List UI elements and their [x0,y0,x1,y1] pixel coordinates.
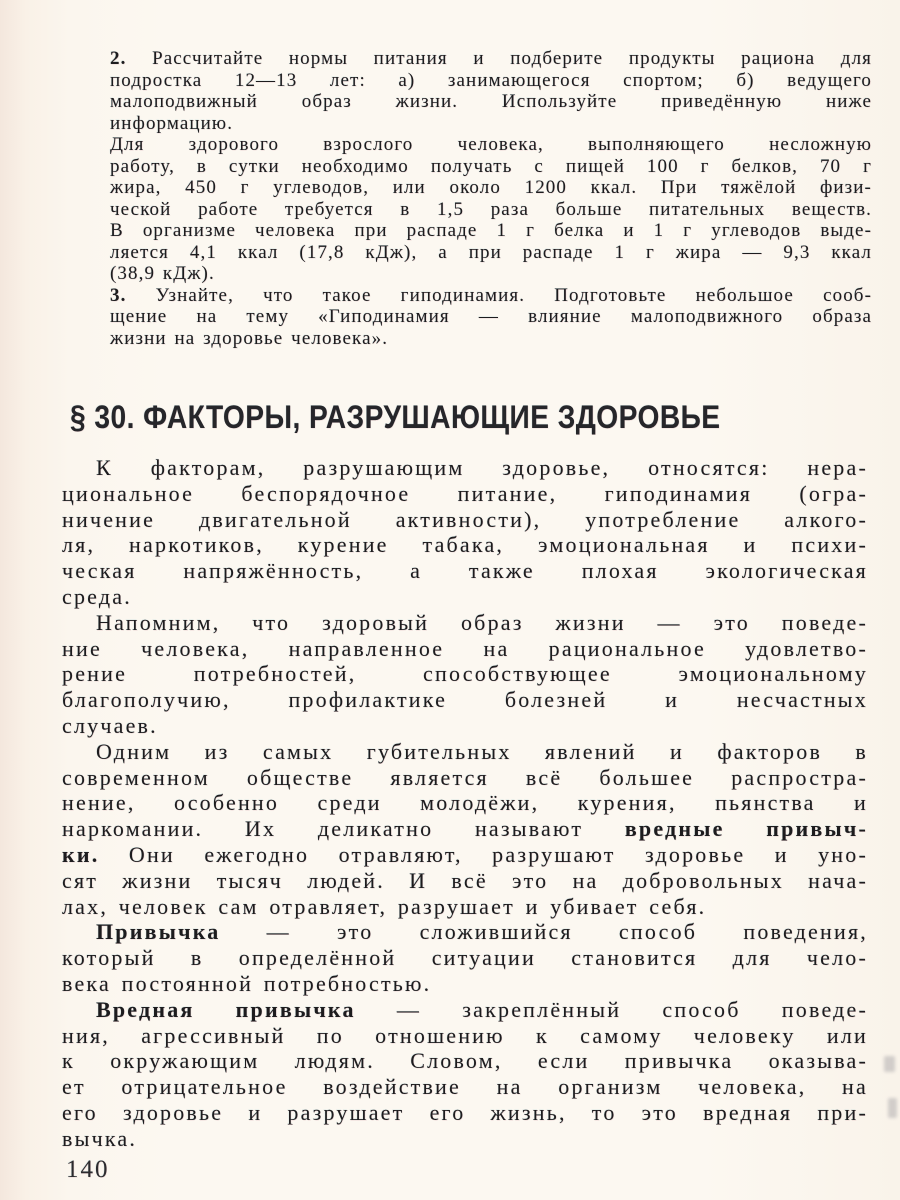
text-line: К факторам, разрушающим здоровье, относятся: нера- [96,455,868,480]
text-line: века постоянной потребностью. [62,970,432,996]
text-line: ничение двигательной активности), употребление алкого- [62,506,868,532]
text-line: 2. Рассчитайте нормы питания и подберите продукты рациона для [110,48,872,69]
text-line: к окружающим людям. Словом, если привычка оказыва- [62,1048,868,1074]
text-line: Для здорового взрослого человека, выполняющего несложную [110,134,872,155]
paragraph [62,919,868,996]
scan-artifact [884,1056,895,1072]
section-heading: § 30. ФАКТОРЫ, РАЗРУШАЮЩИЕ ЗДОРОВЬЕ [70,399,721,435]
text-line: информацию. [110,112,234,134]
text-line: ля, наркотиков, курение табака, эмоциональная и психи- [62,532,868,558]
text-line: Напомним, что здоровый образ жизни — это поведе- [96,609,868,635]
text-line: вычка. [62,1125,138,1151]
text-line: ческая напряжённость, а также плохая экологическая [62,558,868,584]
paragraph [62,739,868,920]
text-line: который в определённой ситуации становится для чело- [62,945,868,971]
text-line: среда. [62,583,132,609]
text-line: современном обществе является всё большее распростра- [62,764,868,790]
text-line: подростка 12—13 лет: а) занимающегося спортом; б) ведущего [110,69,872,91]
text-line: рение потребностей, способствующее эмоциональному [62,661,868,687]
text-line: сят жизни тысяч людей. И всё это на добровольных нача- [62,867,868,893]
exercise-block [110,48,872,349]
text-line: Вредная привычка — закреплённый способ поведе- [96,996,868,1022]
paragraph [62,610,868,739]
text-line: малоподвижный образ жизни. Используйте приведённую ниже [110,91,872,112]
text-line: наркомании. Их деликатно называют вредные привыч- [62,816,868,842]
text-line: 3. Узнайте, что такое гиподинамия. Подготовьте небольшое сооб- [110,284,872,306]
text-line: жизни на здоровье человека». [110,327,389,349]
text-line: ки. Они ежегодно отравляют, разрушают здоровье и уно- [62,841,868,867]
text-line: благополучию, профилактике болезней и несчастных [62,687,868,713]
text-line: лах, человек сам отравляет, разрушает и убивает себя. [62,893,707,919]
text-line: ляется 4,1 ккал (17,8 кДж), а при распаде 1 г жира — 9,3 ккал [110,241,872,263]
text-line: случаев. [62,712,158,738]
text-line: Одним из самых губительных явлений и факторов в [96,738,868,764]
scan-artifact [888,1098,897,1118]
body-text [62,455,868,1152]
text-line: ческой работе требуется в 1,5 раза больше питательных веществ. [110,198,872,220]
text-line: (38,9 кДж). [110,263,215,284]
text-line: В организме человека при распаде 1 г белка и 1 г углеводов выде- [110,220,872,241]
text-line: циональное беспорядочное питание, гиподинамия (огра- [62,480,868,506]
text-line: работу, в сутки необходимо получать с пищей 100 г белков, 70 г [110,155,872,177]
text-line: Привычка — это сложившийся способ поведения, [96,919,868,945]
text-line: щение на тему «Гиподинамия — влияние малоподвижного образа [110,306,872,327]
text-line: жира, 450 г углеводов, или около 1200 ккал. При тяжёлой физи- [110,177,872,198]
paragraph [62,455,868,610]
text-line: ния, агрессивный по отношению к самому человеку или [62,1022,868,1048]
page-number: 140 [66,1156,110,1183]
paragraph [62,997,868,1152]
text-line: нение, особенно среди молодёжи, курения, пьянства и [62,790,868,816]
text-line: ет отрицательное воздействие на организм человека, на [62,1074,868,1100]
text-line: ние человека, направленное на рациональное удовлетво- [62,635,868,661]
text-line: его здоровье и разрушает его жизнь, то это вредная при- [62,1099,868,1125]
